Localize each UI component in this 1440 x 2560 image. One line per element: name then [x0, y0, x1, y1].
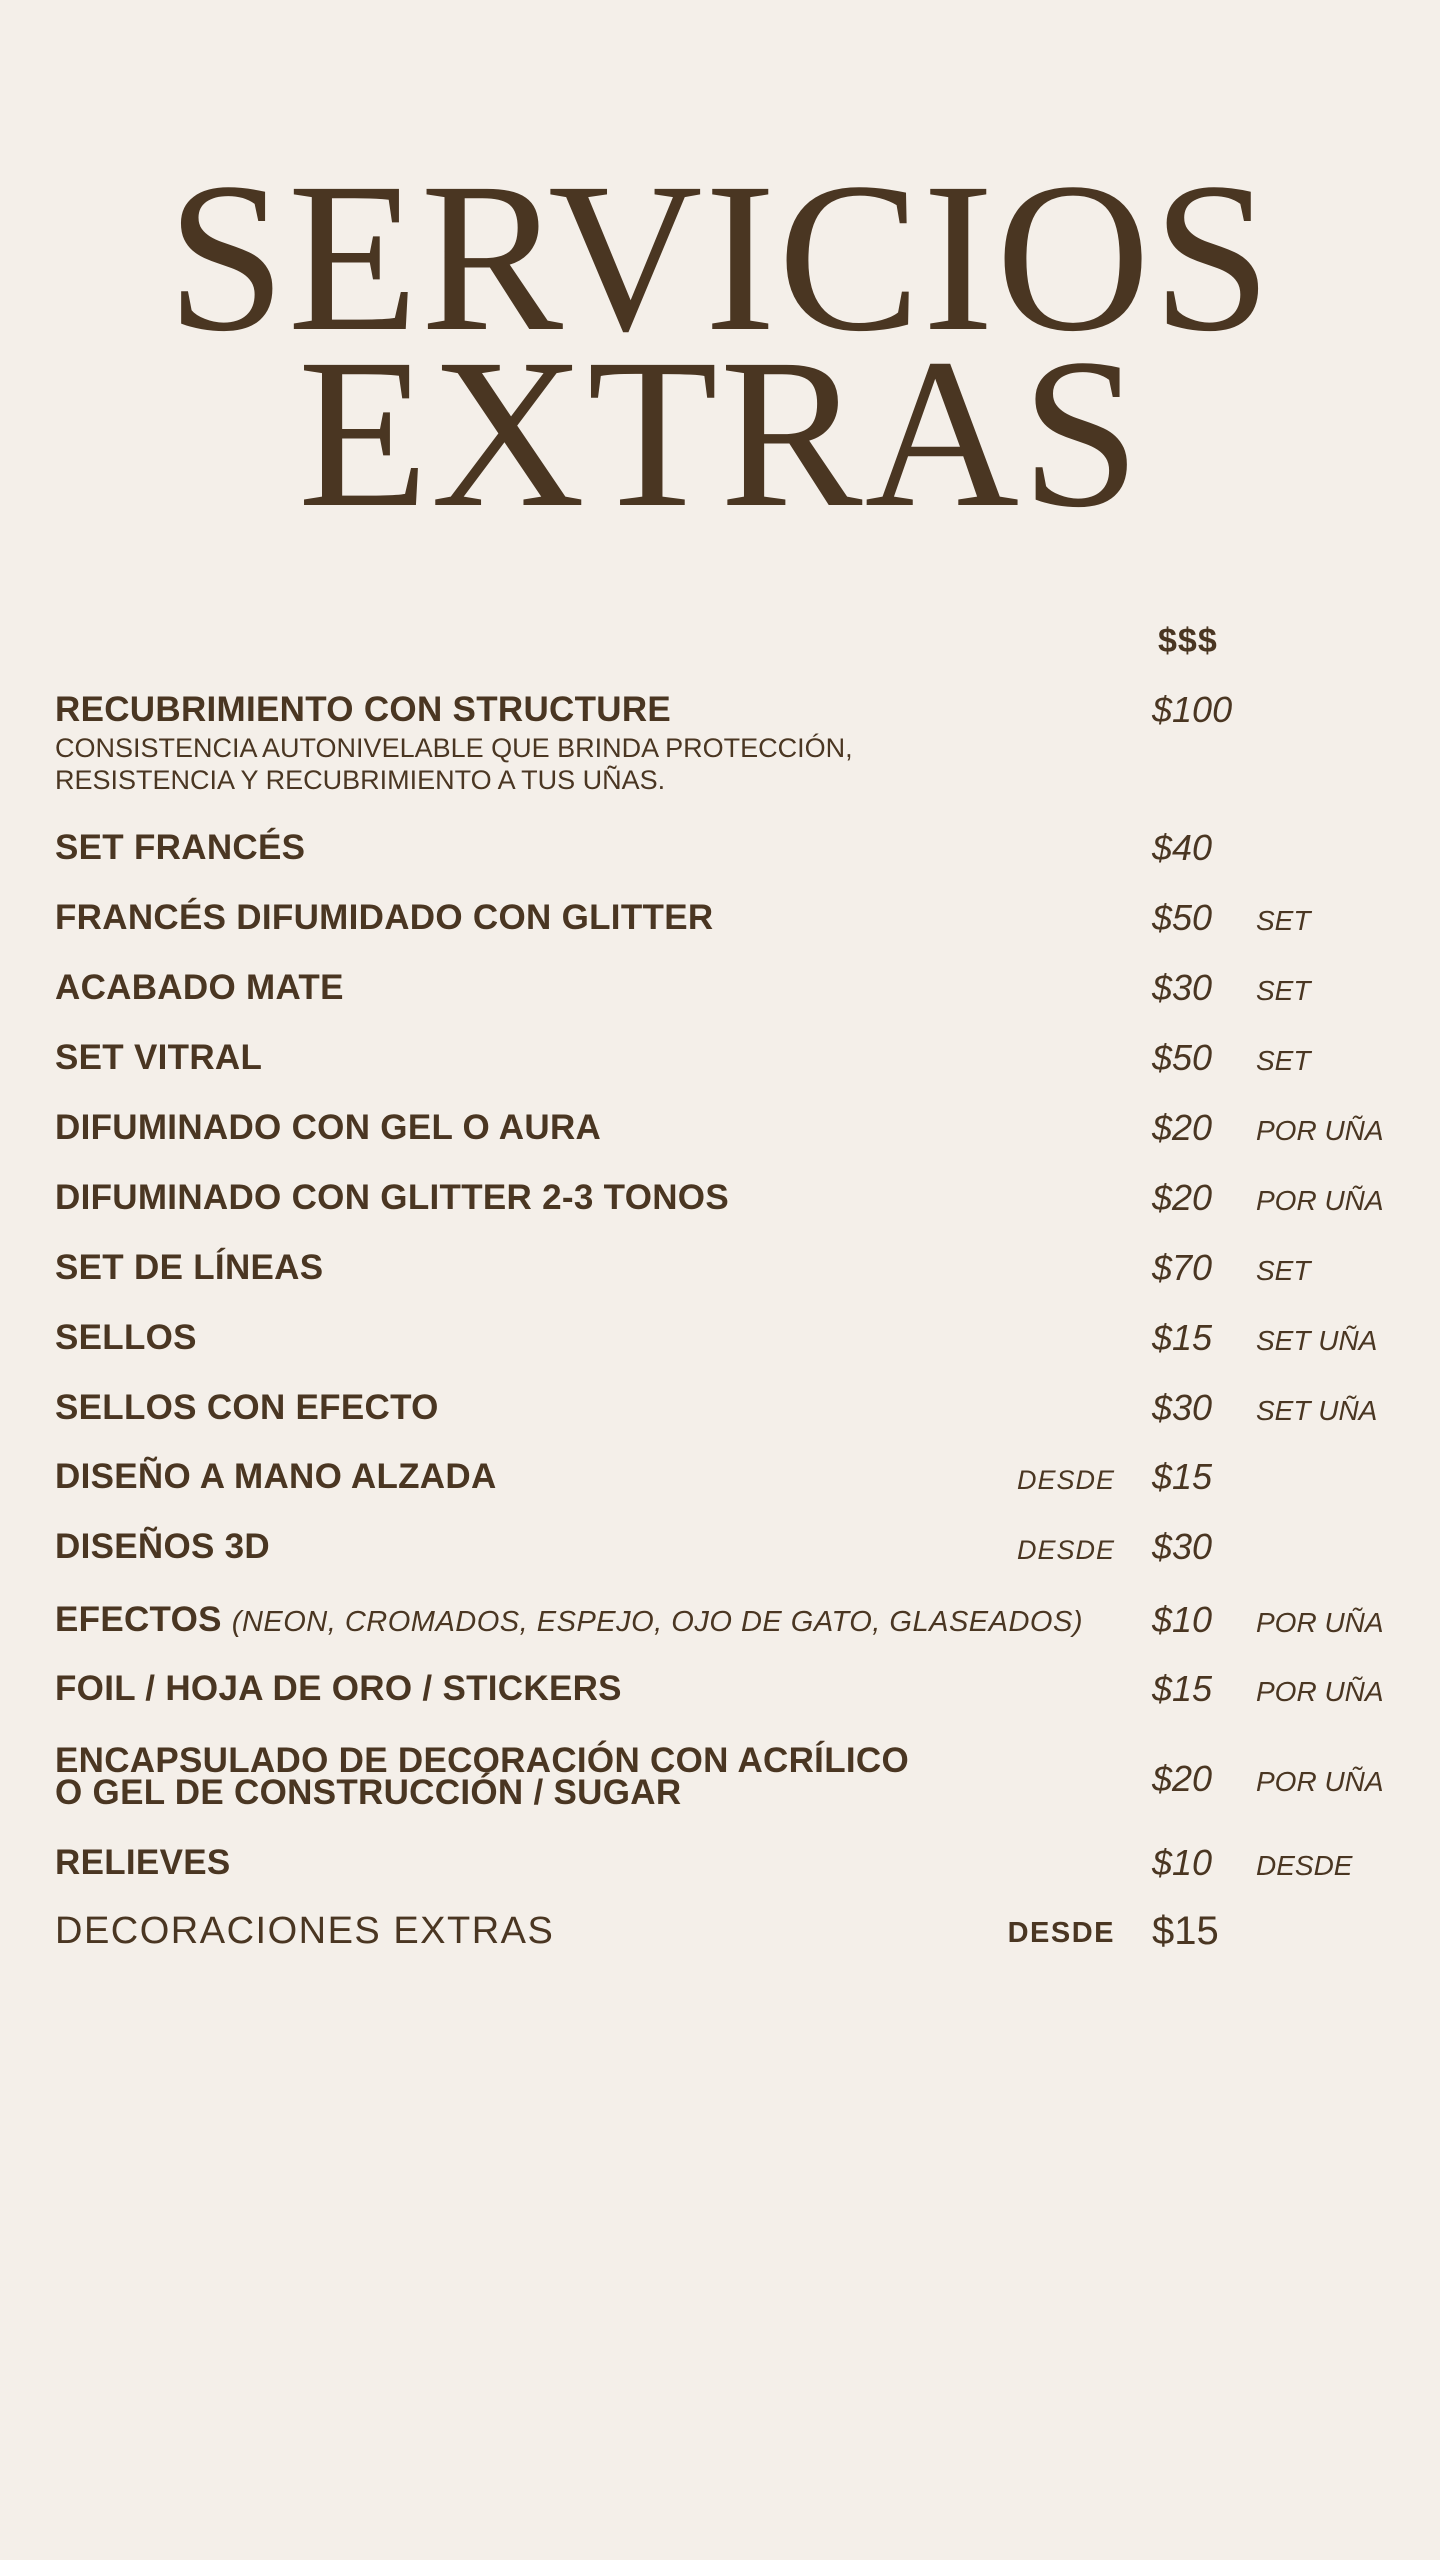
service-name: RECUBRIMIENTO CON STRUCTURE — [55, 690, 672, 729]
service-name: SET VITRAL — [55, 1038, 263, 1077]
service-unit: POR UÑA — [1256, 1115, 1384, 1146]
service-price: $10 — [1152, 1599, 1213, 1640]
service-item — [0, 1600, 1440, 1660]
service-item — [0, 898, 1440, 958]
service-name: SET DE LÍNEAS — [55, 1248, 324, 1287]
service-description: RESISTENCIA Y RECUBRIMIENTO A TUS UÑAS. — [55, 765, 666, 795]
title-line-2: EXTRAS — [297, 315, 1143, 552]
service-price: $15 — [1152, 1909, 1219, 1953]
service-item — [0, 1388, 1440, 1448]
service-price: $50 — [1152, 897, 1213, 938]
service-name: SELLOS — [55, 1318, 197, 1357]
service-name: DIFUMINADO CON GLITTER 2-3 TONOS — [55, 1178, 729, 1217]
service-price: $50 — [1152, 1037, 1213, 1078]
title-line-1: SERVICIOS — [166, 139, 1274, 376]
service-item — [0, 689, 1440, 795]
service-item — [0, 828, 1440, 888]
service-unit: POR UÑA — [1256, 1676, 1384, 1707]
service-price: $40 — [1152, 827, 1213, 868]
service-unit: SET UÑA — [1256, 1325, 1378, 1356]
service-price: $15 — [1152, 1317, 1213, 1358]
service-name — [55, 1741, 910, 1812]
service-item — [0, 1457, 1440, 1517]
price-prefix: DESDE — [1016, 1465, 1115, 1495]
service-item — [0, 1741, 1440, 1835]
service-unit: SET — [1256, 1045, 1311, 1076]
service-name: ACABADO MATE — [55, 968, 344, 1007]
service-unit: POR UÑA — [1256, 1607, 1384, 1638]
service-name: DIFUMINADO CON GEL O AURA — [55, 1108, 602, 1147]
service-name: DISEÑO A MANO ALZADA — [55, 1457, 497, 1496]
service-item — [0, 1527, 1440, 1587]
service-description: CONSISTENCIA AUTONIVELABLE QUE BRINDA PROTECCIÓN, — [55, 733, 853, 763]
service-price: $20 — [1152, 1177, 1213, 1218]
service-item — [0, 968, 1440, 1028]
service-name: FRANCÉS DIFUMIDADO CON GLITTER — [55, 898, 714, 937]
service-name: DECORACIONES EXTRAS — [55, 1910, 555, 1952]
service-name: SET FRANCÉS — [55, 828, 306, 867]
service-price: $30 — [1152, 967, 1213, 1008]
service-unit: SET — [1256, 975, 1311, 1006]
service-unit: SET — [1256, 1255, 1311, 1286]
service-item — [0, 1318, 1440, 1378]
service-item — [0, 1178, 1440, 1238]
service-item — [0, 1843, 1440, 1903]
page-title — [0, 139, 1440, 552]
service-price: $20 — [1152, 1758, 1213, 1799]
price-column-header: $$$ — [1158, 622, 1218, 660]
service-name: RELIEVES — [55, 1843, 231, 1882]
service-item — [0, 1911, 1440, 1971]
service-price: $20 — [1152, 1107, 1213, 1148]
service-price: $70 — [1152, 1247, 1213, 1288]
service-price: $15 — [1152, 1456, 1213, 1497]
service-price: $10 — [1152, 1842, 1213, 1883]
service-item — [0, 1038, 1440, 1098]
service-name-text: EFECTOS — [55, 1600, 222, 1639]
service-name-line-2: O GEL DE CONSTRUCCIÓN / SUGAR — [55, 1773, 682, 1812]
service-price: $30 — [1152, 1526, 1213, 1567]
price-prefix: DESDE — [1007, 1917, 1115, 1949]
service-name: SELLOS CON EFECTO — [55, 1388, 439, 1427]
service-item — [0, 1108, 1440, 1168]
service-unit: POR UÑA — [1256, 1766, 1384, 1797]
service-unit: DESDE — [1256, 1850, 1353, 1881]
service-price: $100 — [1152, 689, 1233, 730]
service-unit: POR UÑA — [1256, 1185, 1384, 1216]
service-price: $15 — [1152, 1668, 1213, 1709]
price-prefix: DESDE — [1016, 1535, 1115, 1565]
service-unit: SET UÑA — [1256, 1395, 1378, 1426]
service-name: DISEÑOS 3D — [55, 1527, 270, 1566]
service-price: $30 — [1152, 1387, 1213, 1428]
service-name: FOIL / HOJA DE ORO / STICKERS — [55, 1669, 622, 1708]
service-unit: SET — [1256, 905, 1311, 936]
service-item — [0, 1669, 1440, 1729]
service-name — [55, 1600, 1083, 1642]
service-item — [0, 1248, 1440, 1308]
service-name-line-1: ENCAPSULADO DE DECORACIÓN CON ACRÍLICO — [55, 1741, 910, 1780]
service-name-detail: (NEON, CROMADOS, ESPEJO, OJO DE GATO, GLASEADOS) — [231, 1606, 1083, 1638]
